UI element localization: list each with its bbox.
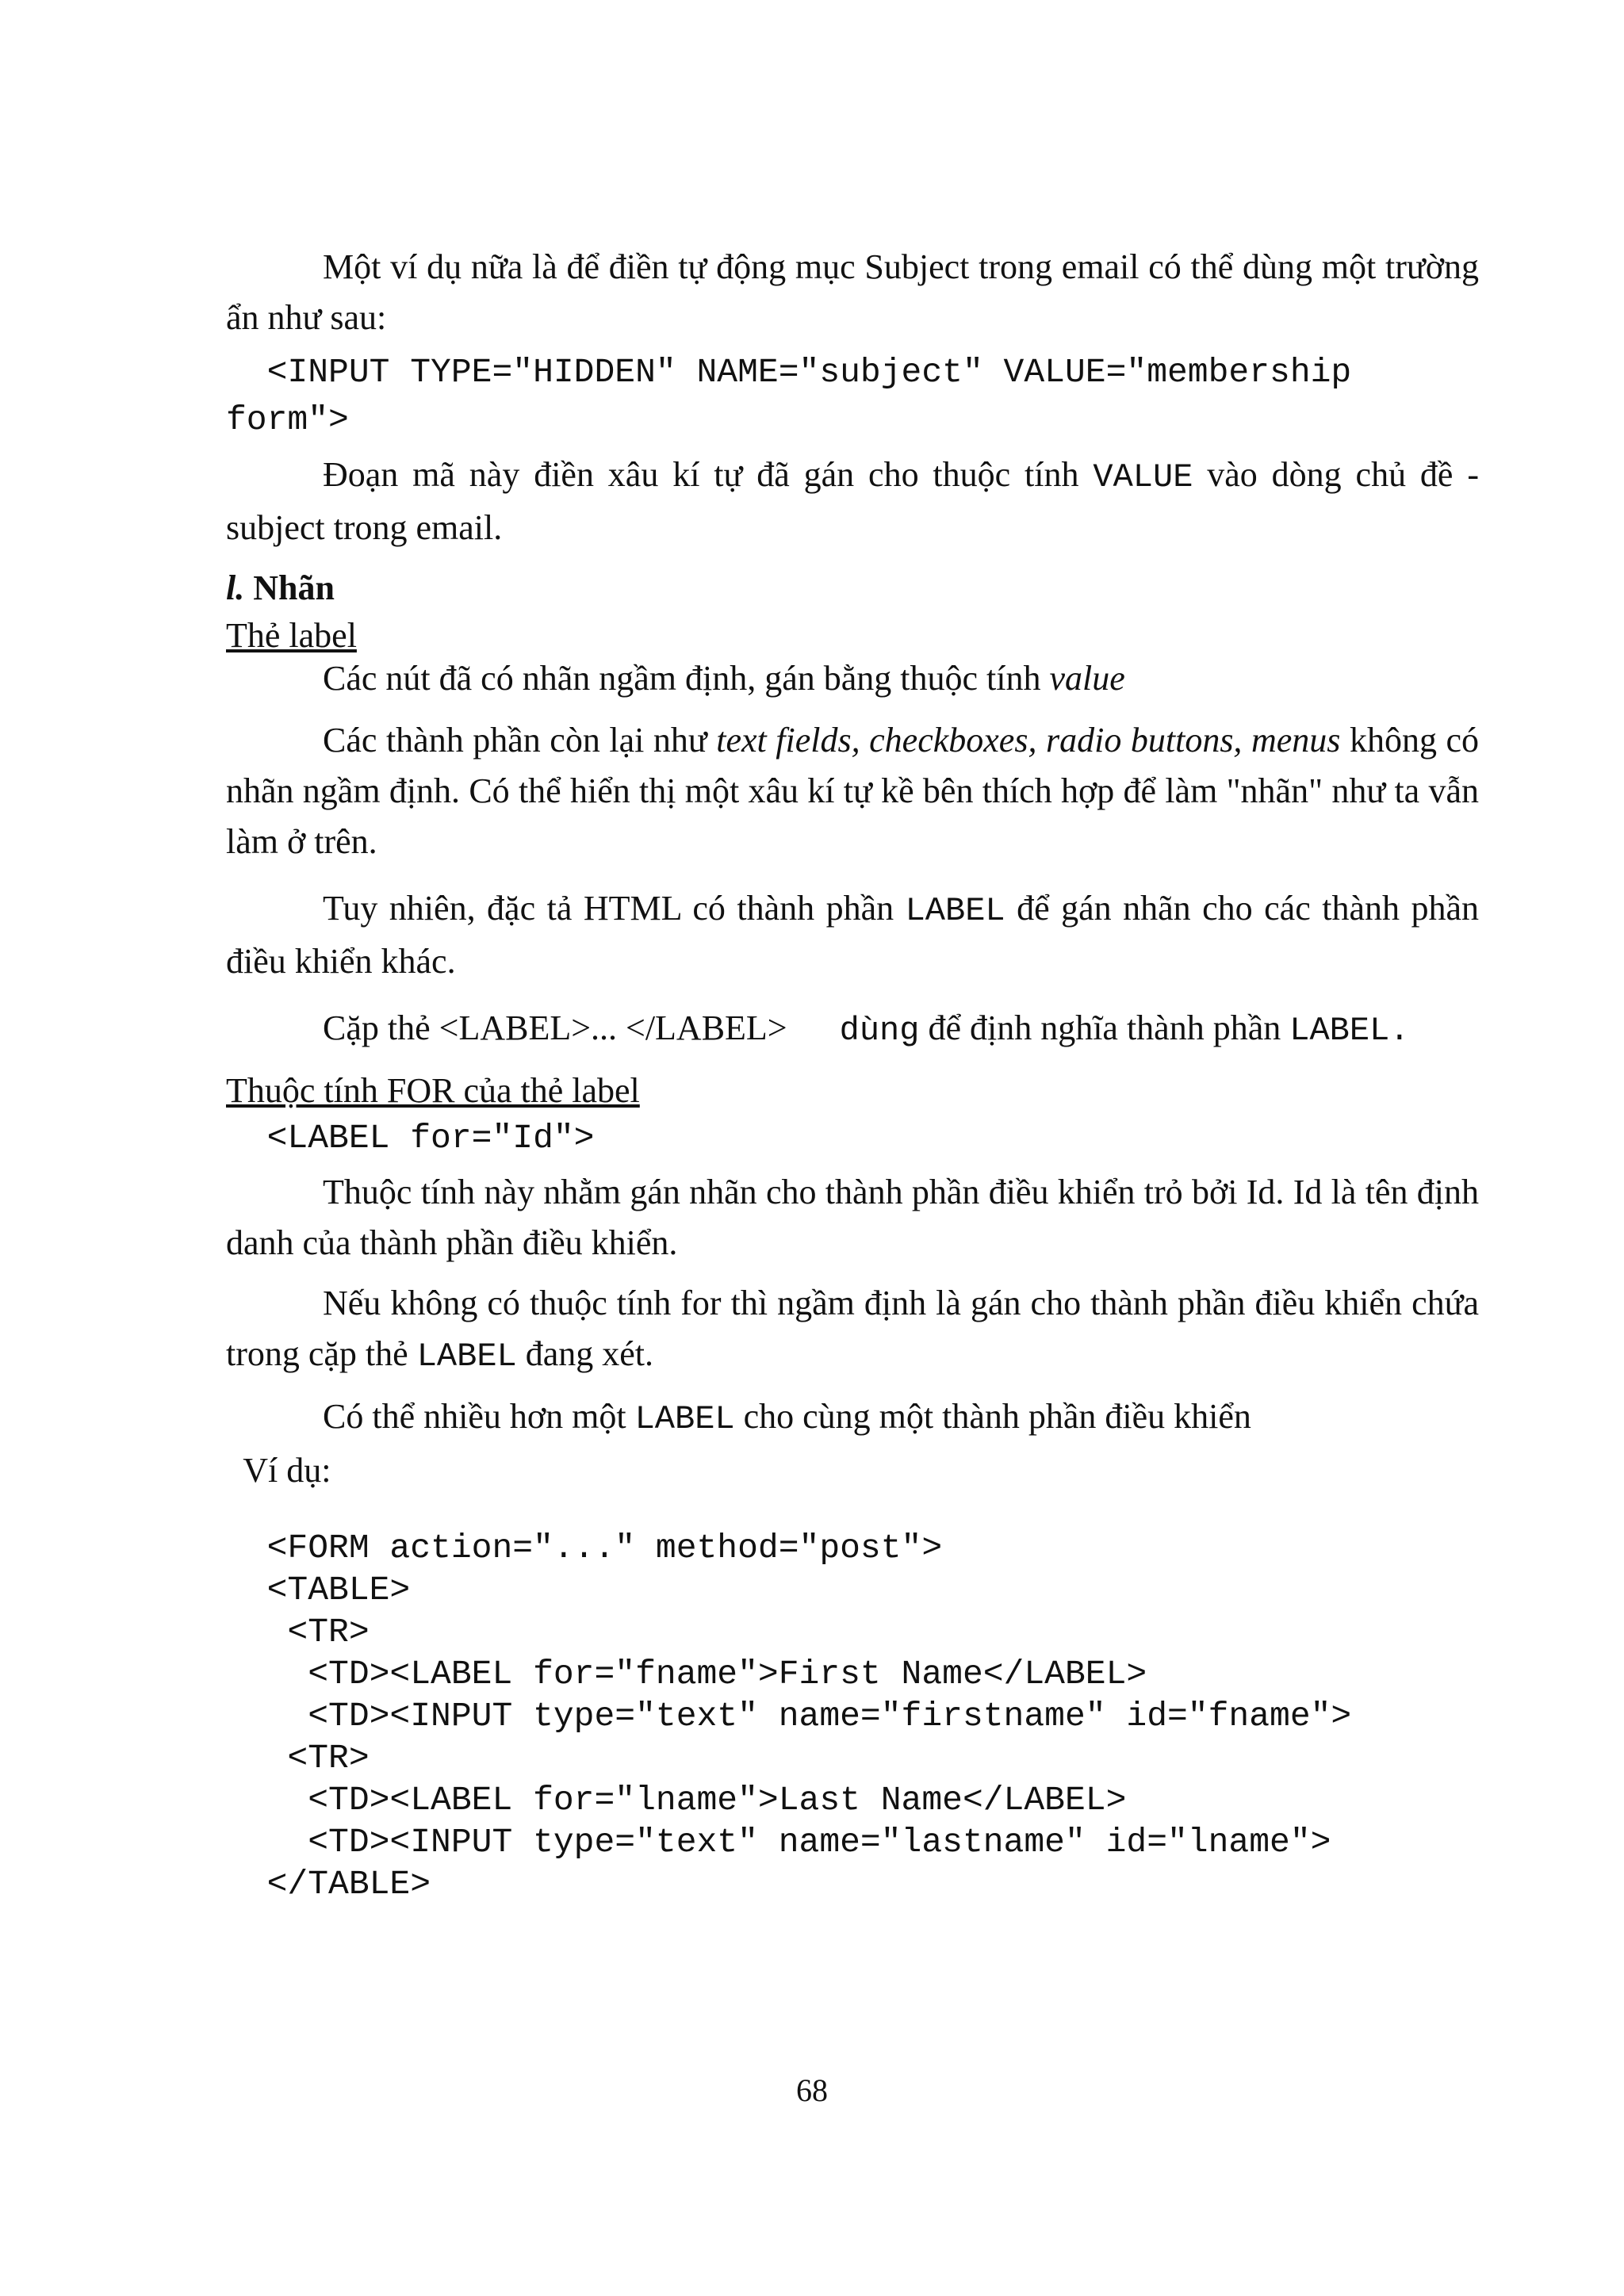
- code-line: <TR>: [226, 1739, 370, 1777]
- paragraph-hidden-field-intro: [226, 242, 1479, 343]
- paragraph-html-label-spec: [226, 883, 1479, 987]
- paragraph-text: đang xét.: [516, 1334, 654, 1373]
- inline-code: LABEL: [416, 1337, 517, 1376]
- code-line: <TR>: [226, 1613, 370, 1651]
- paragraph-value-explanation: [226, 450, 1479, 553]
- emphasis-text: value: [1049, 659, 1125, 698]
- code-hidden-input-line-2: form">: [226, 400, 349, 439]
- paragraph-no-for-attribute: [226, 1278, 1479, 1382]
- section-heading-labels: [226, 563, 1479, 614]
- inline-code: LABEL: [634, 1400, 735, 1438]
- subheading-label-tag: Thẻ label: [226, 616, 357, 655]
- code-label-for: <LABEL for="Id">: [226, 1119, 595, 1158]
- section-title: Nhãn: [244, 568, 335, 607]
- emphasis-text: text fields, checkboxes, radio buttons, menus: [716, 721, 1341, 760]
- paragraph-for-attribute-purpose: [226, 1167, 1479, 1269]
- paragraph-text: Các thành phần còn lại như: [323, 721, 717, 760]
- page-number: 68: [796, 2072, 828, 2108]
- paragraph-text: để gán nhãn cho các thành phần điều khiển khác.: [226, 889, 1479, 981]
- paragraph-text: Cặp thẻ <LABEL>... </LABEL>: [323, 1008, 840, 1047]
- inline-code: dùng: [839, 1012, 920, 1050]
- paragraph-text: Tuy nhiên, đặc tả HTML có thành phần: [323, 889, 906, 928]
- paragraph-text: Thuộc tính này nhằm gán nhãn cho thành phần điều khiển trỏ bởi Id. Id là tên định danh của thành phần điều khiển.: [226, 1173, 1479, 1262]
- code-line: <TD><INPUT type="text" name="firstname" id="fname">: [226, 1697, 1352, 1735]
- paragraph-text: Các nút đã có nhãn ngầm định, gán bằng thuộc tính: [323, 659, 1050, 698]
- subheading-for-attribute: Thuộc tính FOR của thẻ label: [226, 1071, 640, 1110]
- code-line: <TD><INPUT type="text" name="lastname" id="lname">: [226, 1823, 1331, 1862]
- inline-code: LABEL: [905, 892, 1005, 930]
- page-content: [226, 242, 1479, 1905]
- paragraph-text: để định nghĩa thành phần: [919, 1008, 1290, 1047]
- section-letter: l.: [226, 568, 245, 607]
- code-hidden-input-line-1: <INPUT TYPE="HIDDEN" NAME="subject" VALUE="membership: [226, 353, 1352, 392]
- paragraph-text: Một ví dụ nữa là để điền tự động mục Subject trong email có thể dùng một trường ẩn như sau:: [226, 247, 1479, 337]
- example-label: Ví dụ:: [226, 1451, 331, 1490]
- paragraph-multiple-labels: [226, 1391, 1479, 1445]
- paragraph-text: không có nhãn ngầm định. Có thể hiển thị một xâu kí tự kề bên thích hợp để làm "nhãn" như ta vẫn làm ở trên.: [226, 721, 1480, 861]
- code-line: </TABLE>: [226, 1865, 431, 1904]
- code-line: <TD><LABEL for="fname">First Name</LABEL>: [226, 1655, 1147, 1693]
- paragraph-text: Đoạn mã này điền xâu kí tự đã gán cho thuộc tính: [323, 455, 1094, 494]
- paragraph-text: vào dòng chủ đề - subject trong email.: [226, 455, 1479, 547]
- paragraph-text: Có thể nhiều hơn một: [323, 1397, 635, 1436]
- code-line: <TABLE>: [226, 1571, 411, 1609]
- code-line: <FORM action="..." method="post">: [226, 1529, 943, 1567]
- code-line: <TD><LABEL for="lname">Last Name</LABEL>: [226, 1781, 1127, 1820]
- paragraph-buttons-default-label: [226, 658, 1479, 699]
- paragraph-label-tag-pair: [226, 1003, 1479, 1056]
- inline-code: VALUE: [1093, 458, 1193, 496]
- code-example-form: [226, 1527, 1479, 1905]
- inline-code: LABEL.: [1289, 1012, 1410, 1050]
- paragraph-text: Nếu không có thuộc tính for thì ngầm định là gán cho thành phần điều khiển chứa trong cặp thẻ: [226, 1284, 1479, 1373]
- paragraph-text: cho cùng một thành phần điều khiển: [734, 1397, 1251, 1436]
- paragraph-other-components: [226, 715, 1479, 867]
